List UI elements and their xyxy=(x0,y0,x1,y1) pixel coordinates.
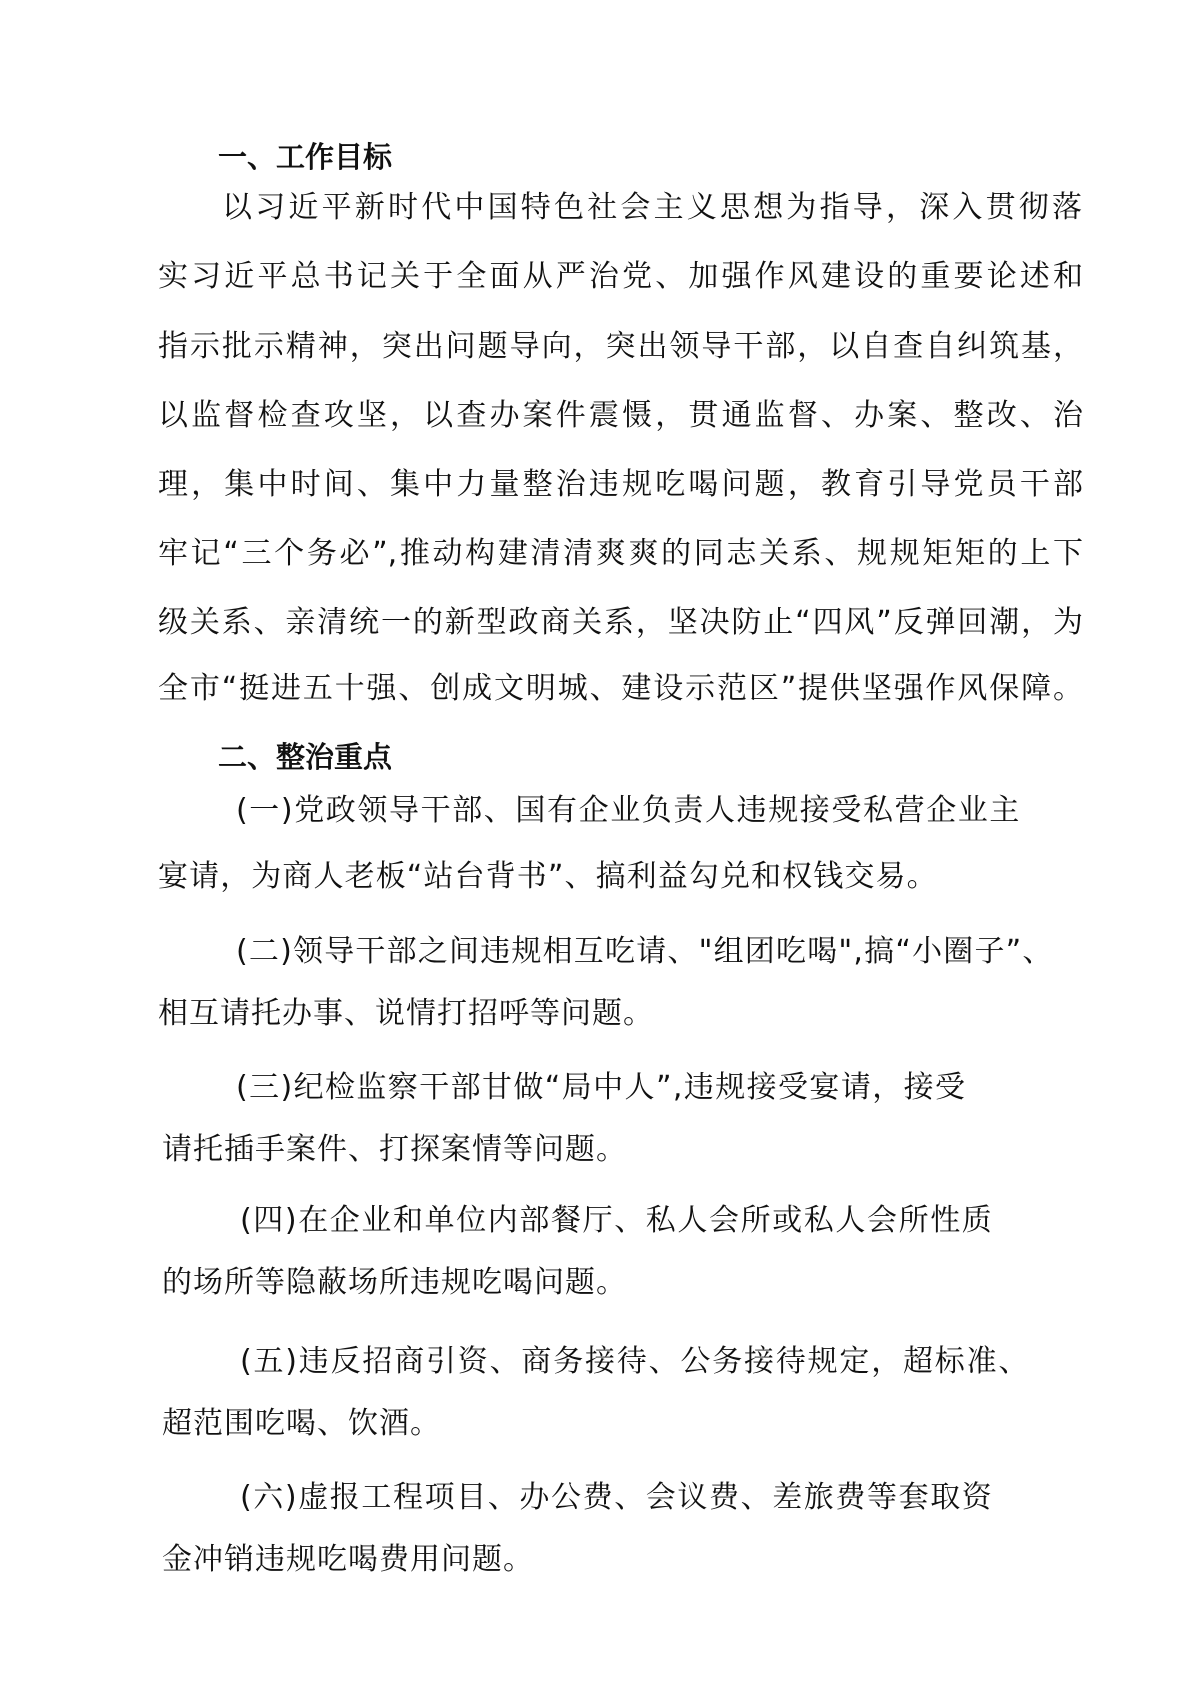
paragraph-line: 实习近平总书记关于全面从严治党、加强作风建设的重要论述和 xyxy=(158,259,1083,294)
list-item-line: (二)领导干部之间违规相互吃请、"组团吃喝",搞“小圈子”、 xyxy=(236,934,1054,969)
paragraph-line: 级关系、亲清统一的新型政商关系，坚决防止“四风”反弹回潮，为 xyxy=(158,605,1083,640)
paragraph-line: 以监督检查攻坚，以查办案件震慑，贯通监督、办案、整改、治 xyxy=(158,398,1083,433)
paragraph-line: 牢记“三个务必”,推动构建清清爽爽的同志关系、规规矩矩的上下 xyxy=(158,536,1083,571)
list-item-line: 宴请，为商人老板“站台背书”、搞利益勾兑和权钱交易。 xyxy=(158,859,938,894)
list-item-line: (一)党政领导干部、国有企业负责人违规接受私营企业主 xyxy=(236,793,1022,828)
list-item-line: (六)虚报工程项目、办公费、会议费、差旅费等套取资 xyxy=(240,1480,994,1515)
list-item-line: (三)纪检监察干部甘做“局中人”,违规接受宴请，接受 xyxy=(236,1070,967,1105)
list-item-line: 的场所等隐蔽场所违规吃喝问题。 xyxy=(162,1265,627,1300)
paragraph-line: 以习近平新时代中国特色社会主义思想为指导，深入贯彻落 xyxy=(222,190,1086,225)
paragraph-line: 理，集中时间、集中力量整治违规吃喝问题，教育引导党员干部 xyxy=(158,467,1083,502)
paragraph-line: 全市“挺进五十强、创成文明城、建设示范区”提供坚强作风保障。 xyxy=(158,671,1083,706)
list-item-line: 请托插手案件、打探案情等问题。 xyxy=(162,1132,627,1167)
list-item-line: (四)在企业和单位内部餐厅、私人会所或私人会所性质 xyxy=(240,1203,994,1238)
list-item-line: (五)违反招商引资、商务接待、公务接待规定，超标准、 xyxy=(240,1344,1031,1379)
list-item-line: 金冲销违规吃喝费用问题。 xyxy=(162,1542,534,1577)
section-heading-work-goal: 一、工作目标 xyxy=(218,140,393,174)
list-item-line: 相互请托办事、说情打招呼等问题。 xyxy=(158,996,654,1031)
list-item-line: 超范围吃喝、饮酒。 xyxy=(162,1406,441,1441)
paragraph-line: 指示批示精神，突出问题导向，突出领导干部，以自查自纠筑基， xyxy=(158,329,1083,364)
section-heading-key-points: 二、整治重点 xyxy=(218,740,393,774)
